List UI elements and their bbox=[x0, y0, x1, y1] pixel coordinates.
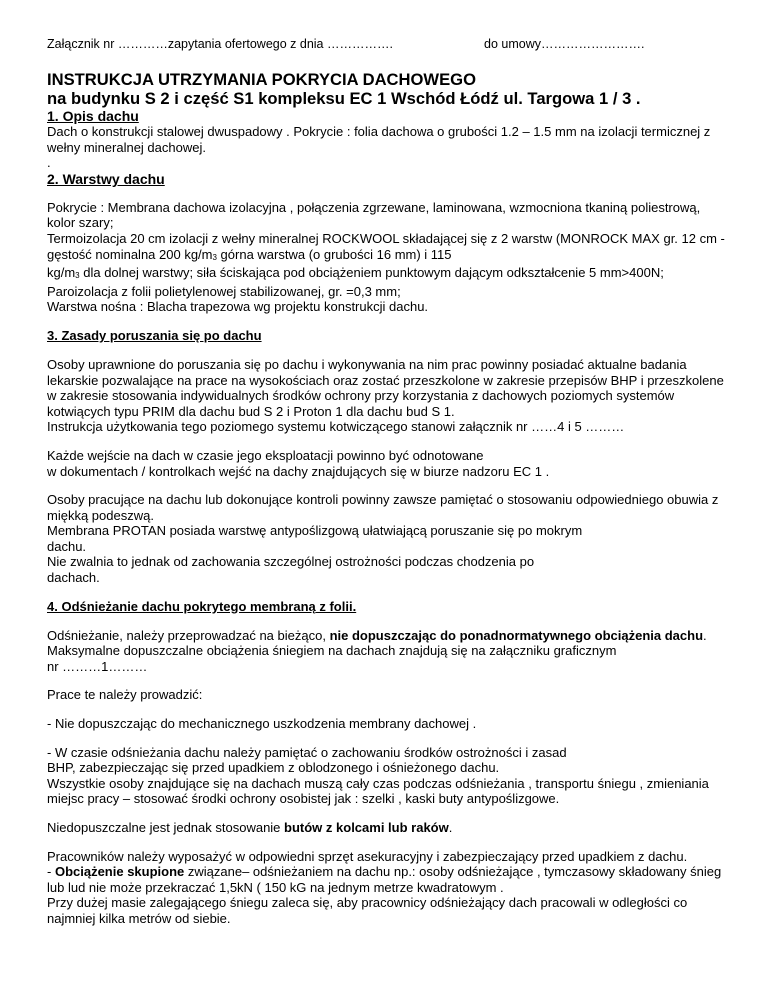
attachment-header-right: do umowy……………………. bbox=[484, 37, 645, 51]
section-3-heading: 3. Zasady poruszania się po dachu bbox=[47, 327, 262, 343]
section-4-para-6a: - W czasie odśnieżania dachu należy pamiętać o zachowaniu środków ostrożności i zasad bbox=[47, 744, 567, 760]
section-4-para-1: Odśnieżanie, należy przeprowadzać na bieżąco, nie dopuszczając do ponadnormatywnego obciążenia dachu. bbox=[47, 627, 707, 643]
section-4-para-8c: Przy dużej masie zalegającego śniegu zaleca się, aby pracownicy odśnieżający dach pracowali w odległości co najmniej kilka metrów od siebie. bbox=[47, 895, 688, 926]
section-2-roofing: Pokrycie : Membrana dachowa izolacyjna , połączenia zgrzewane, laminowana, wzmocniona tkaniną poliestrową, kolor szary; bbox=[47, 199, 701, 231]
section-1-text: Dach o konstrukcji stalowej dwuspadowy . Pokrycie : folia dachowa o grubości 1.2 – 1.5 mm na izolacji termicznej z wełny mineralnej dachowej. bbox=[47, 124, 711, 155]
section-4-para-5: - Nie dopuszczając do mechanicznego uszkodzenia membrany dachowej . bbox=[47, 716, 477, 732]
title-line-2: na budynku S 2 i część S1 kompleksu EC 1 Wschód Łódź ul. Targowa 1 / 3 . bbox=[47, 89, 641, 108]
section-3-para-3a: Osoby pracujące na dachu lub dokonujące kontroli powinny zawsze pamiętać o stosowaniu odpowiedniego obuwia z miękką podeszwą. bbox=[47, 492, 719, 523]
section-4-para-8b: - Obciążenie skupione związane– odśnieżaniem na dachu np.: osoby odśnieżające , tymczasowy składowany śnieg lub lud nie może przekraczać 1,5kN ( 150 kG na jednym metrze kwadratowym . bbox=[47, 864, 722, 895]
section-3-para-2a: Każde wejście na dach w czasie jego eksploatacji powinno być odnotowane bbox=[47, 447, 484, 463]
section-3-para-3d: Nie zwalnia to jednak od zachowania szczególnej ostrożności podczas chodzenia po bbox=[47, 554, 535, 570]
section-4-para-6c: Wszystkie osoby znajdujące się na dachach muszą cały czas podczas odśnieżania , transportu śniegu , zmieniania miejsc pracy – stosować środki ochrony osobistej jak : szelki , kaski buty antypoślizgowe. bbox=[47, 775, 709, 807]
document-title bbox=[47, 70, 727, 108]
section-1-dot: . bbox=[47, 155, 51, 171]
section-2-heading: 2. Warstwy dachu bbox=[47, 170, 165, 187]
section-4-para-4: Prace te należy prowadzić: bbox=[47, 687, 203, 703]
section-3-para-3e: dachach. bbox=[47, 570, 100, 586]
section-2-insulation: Termoizolacja 20 cm izolacji z wełny mineralnej ROCKWOOL składającej się z 2 warstw (MONROCK MAX gr. 12 cm - gęstość nominalna 200 $kg/m_3$ górna warstwa (o grubości 16 mm) i 115 bbox=[47, 230, 725, 262]
section-4-para-8a: Pracowników należy wyposażyć w odpowiedni sprzęt asekuracyjny i zabezpieczający przed upadkiem z dachu. bbox=[47, 848, 688, 864]
section-2-insulation-lower: $kg/m_3$ dla dolnej warstwy; siła ściskająca pod obciążeniem punktowym dającym odkształcenie 5 mm>400N; bbox=[47, 265, 664, 281]
section-2-load-bearing: Warstwa nośna : Blacha trapezowa wg projektu konstrukcji dachu. bbox=[47, 299, 429, 315]
title-line-1: INSTRUKCJA UTRZYMANIA POKRYCIA DACHOWEGO bbox=[47, 70, 476, 89]
section-4-para-6b: BHP, zabezpieczając się przed upadkiem z oblodzonego i ośnieżonego dachu. bbox=[47, 760, 500, 776]
section-4-para-7: Niedopuszczalne jest jednak stosowanie butów z kolcami lub raków. bbox=[47, 820, 453, 835]
section-3-para-1: Osoby uprawnione do poruszania się po dachu i wykonywania na nim prac powinny posiadać aktualne badania lekarskie pozwalające na prace na wysokościach oraz zostać przeszkolone w zakresie przepisów BHP i przeszkolene w zakresie stosowania indywidualnych środków ochrony przy korzystania z dachowych poziomych systemów kotwiących typu PRIM dla dachu bud S 2 i Proton 1 dla dachu bud S 1. bbox=[47, 356, 724, 419]
attachment-header-left: Załącznik nr …………zapytania ofertowego z dnia ……………. bbox=[47, 37, 393, 51]
attachment-header bbox=[47, 37, 727, 57]
section-4-para-3: nr ………1……… bbox=[47, 658, 148, 674]
section-4-heading: 4. Odśnieżanie dachu pokrytego membraną z folii. bbox=[47, 598, 357, 614]
section-4-para-2: Maksymalne dopuszczalne obciążenia śniegiem na dachach znajdują się na załączniku graficznym bbox=[47, 643, 617, 659]
section-3-para-3c: dachu. bbox=[47, 538, 87, 554]
section-2-vapour-barrier: Paroizolacja z folii polietylenowej stabilizowanej, gr. =0,3 mm; bbox=[47, 283, 401, 299]
section-3-para-2b: w dokumentach / kontrolkach wejść na dachy znajdujących się w biurze nadzoru EC 1 . bbox=[47, 463, 550, 479]
section-3-para-3b: Membrana PROTAN posiada warstwę antypoślizgową ułatwiającą poruszanie się po mokrym bbox=[47, 523, 583, 539]
section-3-para-1b: Instrukcja użytkowania tego poziomego systemu kotwiczącego stanowi załącznik nr ……4 i 5 ……… bbox=[47, 419, 625, 435]
document-page bbox=[47, 37, 727, 927]
section-1-heading: 1. Opis dachu bbox=[47, 108, 139, 124]
